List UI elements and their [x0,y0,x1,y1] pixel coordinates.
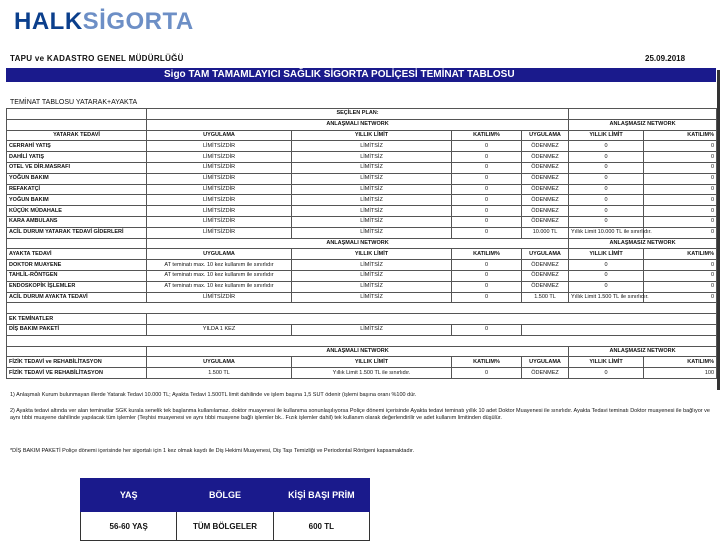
coverage-katilim-2: 0 [644,173,717,184]
coverage-limit: LİMİTSİZ [292,227,452,238]
non-network-header: ANLAŞMASIZ NETWORK [569,119,717,130]
coverage-name: TAHLİL-RÖNTGEN [7,270,147,281]
blank-cell [7,303,717,314]
coverage-limit: LİMİTSİZ [292,141,452,152]
column-header-row [7,249,717,260]
column-header-row [7,130,717,141]
coverage-uygulama-2: ÖDENMEZ [522,216,569,227]
coverage-katilim-2: 0 [644,195,717,206]
note-1: 1) Anlaşmalı Kurum bulunmayan illerde Yatarak Tedavi 10.000 TL; Ayakta Tedavi 1.500TL limit dahilinde ve işlem başına 1,5 SUT ödenir (işlemi başına oranı %100 dür. [10,392,417,398]
plan-header-row [7,109,717,120]
network-header-row [7,119,717,130]
coverage-uygulama: LİMİTSİZDİR [147,173,292,184]
coverage-name: FİZİK TEDAVİ VE REHABİLİTASYON [7,368,147,379]
coverage-uygulama: 1.500 TL [147,368,292,379]
coverage-limit-2: 0 [569,184,644,195]
col-katilim-2: KATILIM% [644,130,717,141]
premium-value: 600 TL [273,512,369,541]
coverage-row [7,173,717,184]
coverage-row [7,152,717,163]
logo-text: HALKSİGORTA [14,8,194,35]
coverage-limit: LİMİTSİZ [292,195,452,206]
coverage-katilim-2: 0 [644,152,717,163]
blank-cell [147,314,717,325]
coverage-katilim: 0 [452,141,522,152]
network-header-row [7,346,717,357]
section-title-yatarak: YATARAK TEDAVİ [7,130,147,141]
coverage-limit: LİMİTSİZ [292,281,452,292]
coverage-katilim: 0 [452,206,522,217]
coverage-row [7,368,717,379]
coverage-katilim: 0 [452,281,522,292]
blank-cell [522,324,717,335]
coverage-limit: LİMİTSİZ [292,184,452,195]
coverage-row [7,195,717,206]
note-2: 2) Ayakta tedavi altında ver alan teminatlar SGK kurala senelik tek başlanma kullanılamaz. doktor muayenesi ile kullanıma sonunlaşılıyorsa Poliçe dönemi içerisinde Ayakta tedavi teminatı yıllık 10 adet Doktor Muayenesi ile sınırlıdır. Ayakta Tedavi teminatı Doktor muayenesi ile bağlıyor ve aynı tıbbi muayene dahilinde yapılacak tüm işlemler (Teşhisi muayenesi ve aynı tıbbi muayene bağlı işlemler bk.. Fızık işlemler dahil) tek kullanım olarak değerlendirilir ve adet kullanım limitinden düşülür. [10,408,710,421]
col-uygulama: UYGULAMA [147,249,292,260]
coverage-limit-2: 0 [569,173,644,184]
coverage-name: KARA AMBULANS [7,216,147,227]
coverage-uygulama-2: ÖDENMEZ [522,195,569,206]
col-katilim: KATILIM% [452,249,522,260]
col-katilim-2: KATILIM% [644,249,717,260]
coverage-uygulama-2: 1.500 TL [522,292,569,303]
coverage-row [7,260,717,271]
col-uygulama-2: UYGULAMA [522,130,569,141]
coverage-katilim-2: 0 [644,270,717,281]
network-header: ANLAŞMALI NETWORK [147,119,569,130]
col-katilim: KATILIM% [452,357,522,368]
coverage-row [7,184,717,195]
coverage-katilim-2: 100 [644,368,717,379]
col-yillik-limit: YILLIK LİMİT [292,130,452,141]
coverage-uygulama: LİMİTSİZDİR [147,216,292,227]
coverage-uygulama: LİMİTSİZDİR [147,292,292,303]
coverage-katilim: 0 [452,292,522,303]
coverage-limit: LİMİTSİZ [292,216,452,227]
coverage-katilim-2: 0 [644,141,717,152]
section-title-fizik: FİZİK TEDAVİ ve REHABİLİTASYON [7,357,147,368]
coverage-row [7,216,717,227]
coverage-limit-2: 0 [569,195,644,206]
coverage-limit: LİMİTSİZ [292,292,452,303]
coverage-katilim-2: 0 [644,260,717,271]
coverage-limit: LİMİTSİZ [292,260,452,271]
coverage-uygulama: LİMİTSİZDİR [147,206,292,217]
coverage-limit-2: 0 [569,260,644,271]
blank-cell [7,335,717,346]
coverage-katilim-2: 0 [644,162,717,173]
section-title-ek: EK TEMİNATLER [7,314,147,325]
coverage-katilim-2: 0 [644,216,717,227]
coverage-uygulama-2: ÖDENMEZ [522,260,569,271]
coverage-uygulama: LİMİTSİZDİR [147,195,292,206]
non-network-header: ANLAŞMASIZ NETWORK [569,238,717,249]
blank-cell [7,109,147,120]
coverage-katilim: 0 [452,184,522,195]
premium-row [81,512,370,541]
coverage-uygulama-2: ÖDENMEZ [522,162,569,173]
coverage-katilim: 0 [452,152,522,163]
col-uygulama-2: UYGULAMA [522,249,569,260]
coverage-katilim: 0 [452,162,522,173]
coverage-name: DAHİLİ YATIŞ [7,152,147,163]
coverage-row [7,162,717,173]
age-value: 56-60 YAŞ [81,512,177,541]
col-yillik-limit: YILLIK LİMİT [292,249,452,260]
halk-sigorta-logo [14,6,194,38]
coverage-katilim-2: 0 [644,227,717,238]
coverage-katilim: 0 [452,216,522,227]
coverage-uygulama-2: ÖDENMEZ [522,206,569,217]
coverage-uygulama: AT teminatı max. 10 kez kullanım ile sınırlıdır [147,270,292,281]
column-header-row [7,357,717,368]
spacer-row [7,335,717,346]
coverage-uygulama: LİMİTSİZDİR [147,141,292,152]
coverage-uygulama-2: ÖDENMEZ [522,173,569,184]
premium-header-row [81,479,370,512]
coverage-name: DİŞ BAKIM PAKETİ [7,324,147,335]
coverage-uygulama-2: ÖDENMEZ [522,141,569,152]
coverage-limit-2: 0 [569,162,644,173]
table-subtitle: TEMİNAT TABLOSU YATARAK+AYAKTA [10,99,138,106]
coverage-uygulama: AT teminatı max. 10 kez kullanım ile sınırlıdır [147,260,292,271]
premium-header: KİŞİ BAŞI PRİM [273,479,369,512]
coverage-limit: LİMİTSİZ [292,152,452,163]
coverage-katilim: 0 [452,270,522,281]
coverage-uygulama: YILDA 1 KEZ [147,324,292,335]
coverage-limit-2: 0 [569,281,644,292]
coverage-katilim: 0 [452,368,522,379]
coverage-uygulama: LİMİTSİZDİR [147,227,292,238]
institution-name: TAPU ve KADASTRO GENEL MÜDÜRLÜĞÜ [10,54,184,63]
coverage-limit-2: 0 [569,141,644,152]
age-header: YAŞ [81,479,177,512]
coverage-katilim: 0 [452,195,522,206]
coverage-limit-2: 0 [569,368,644,379]
coverage-limit: LİMİTSİZ [292,206,452,217]
coverage-uygulama-2: ÖDENMEZ [522,270,569,281]
coverage-limit: LİMİTSİZ [292,324,452,335]
coverage-limit-2: Yıllık Limit 10.000 TL ile sınırlıdır. [569,227,644,238]
coverage-row [7,206,717,217]
col-yillik-limit-2: YILLIK LİMİT [569,130,644,141]
coverage-name: KÜÇÜK MÜDAHALE [7,206,147,217]
coverage-row [7,281,717,292]
network-header: ANLAŞMALI NETWORK [147,346,569,357]
blank-cell [569,109,717,120]
coverage-row [7,141,717,152]
note-3: *DİŞ BAKIM PAKETİ Poliçe dönemi içerisinde her sigortalı için 1 kez olmak kaydı ile Diş Hekimi Muayenesi, Diş Taşı Temizliği ve Periodontal Röntgeni kapsamaktadır. [10,448,415,454]
coverage-name: YOĞUN BAKIM [7,195,147,206]
col-katilim: KATILIM% [452,130,522,141]
coverage-uygulama: AT teminatı max. 10 kez kullanım ile sınırlıdır [147,281,292,292]
coverage-uygulama-2: ÖDENMEZ [522,184,569,195]
col-yillik-limit-2: YILLIK LİMİT [569,357,644,368]
coverage-uygulama-2: ÖDENMEZ [522,152,569,163]
coverage-katilim-2: 0 [644,281,717,292]
coverage-uygulama: LİMİTSİZDİR [147,184,292,195]
policy-title-banner: Sigo TAM TAMAMLAYICI SAĞLIK SİGORTA POLİÇESİ TEMİNAT TABLOSU [6,68,716,82]
col-yillik-limit: YILLIK LİMİT [292,357,452,368]
coverage-limit-2: Yıllık Limit 1.500 TL ile sınırlıdır. [569,292,644,303]
coverage-row [7,227,717,238]
plan-header: SEÇİLEN PLAN: [147,109,569,120]
coverage-katilim: 0 [452,324,522,335]
coverage-name: ACİL DURUM YATARAK TEDAVİ GİDERLERİ [7,227,147,238]
coverage-row [7,270,717,281]
coverage-limit-2: 0 [569,270,644,281]
non-network-header: ANLAŞMASIZ NETWORK [569,346,717,357]
coverage-limit-2: 0 [569,206,644,217]
coverage-katilim: 0 [452,260,522,271]
col-katilim-2: KATILIM% [644,357,717,368]
col-uygulama: UYGULAMA [147,130,292,141]
coverage-name: CERRAHİ YATIŞ [7,141,147,152]
blank-cell [7,238,147,249]
coverage-name: ENDOSKOPİK İŞLEMLER [7,281,147,292]
coverage-name: OTEL VE DİR.MASRAFI [7,162,147,173]
coverage-limit-2: 0 [569,152,644,163]
network-header-row [7,238,717,249]
coverage-katilim-2: 0 [644,184,717,195]
coverage-limit-2: 0 [569,216,644,227]
premium-table [80,478,370,541]
coverage-limit: Yıllık Limit 1.500 TL ile sınırlıdır. [292,368,452,379]
coverage-katilim-2: 0 [644,206,717,217]
coverage-uygulama: LİMİTSİZDİR [147,162,292,173]
coverage-katilim: 0 [452,173,522,184]
col-uygulama-2: UYGULAMA [522,357,569,368]
network-header: ANLAŞMALI NETWORK [147,238,569,249]
spacer-row [7,303,717,314]
coverage-katilim-2: 0 [644,292,717,303]
col-uygulama: UYGULAMA [147,357,292,368]
coverage-limit: LİMİTSİZ [292,162,452,173]
coverage-limit: LİMİTSİZ [292,173,452,184]
ek-title-row [7,314,717,325]
coverage-katilim: 0 [452,227,522,238]
section-title-ayakta: AYAKTA TEDAVİ [7,249,147,260]
coverage-name: REFAKATÇİ [7,184,147,195]
coverage-uygulama-2: ÖDENMEZ [522,281,569,292]
region-header: BÖLGE [177,479,273,512]
coverage-uygulama-2: 10.000 TL [522,227,569,238]
coverage-uygulama: LİMİTSİZDİR [147,152,292,163]
blank-cell [7,119,147,130]
coverage-table [6,108,717,379]
coverage-name: ACİL DURUM AYAKTA TEDAVİ [7,292,147,303]
coverage-row [7,324,717,335]
blank-cell [7,346,147,357]
region-value: TÜM BÖLGELER [177,512,273,541]
coverage-name: DOKTOR MUAYENE [7,260,147,271]
document-date: 25.09.2018 [645,54,686,63]
coverage-uygulama-2: ÖDENMEZ [522,368,569,379]
coverage-row [7,292,717,303]
coverage-limit: LİMİTSİZ [292,270,452,281]
coverage-name: YOĞUN BAKIM [7,173,147,184]
col-yillik-limit-2: YILLIK LİMİT [569,249,644,260]
